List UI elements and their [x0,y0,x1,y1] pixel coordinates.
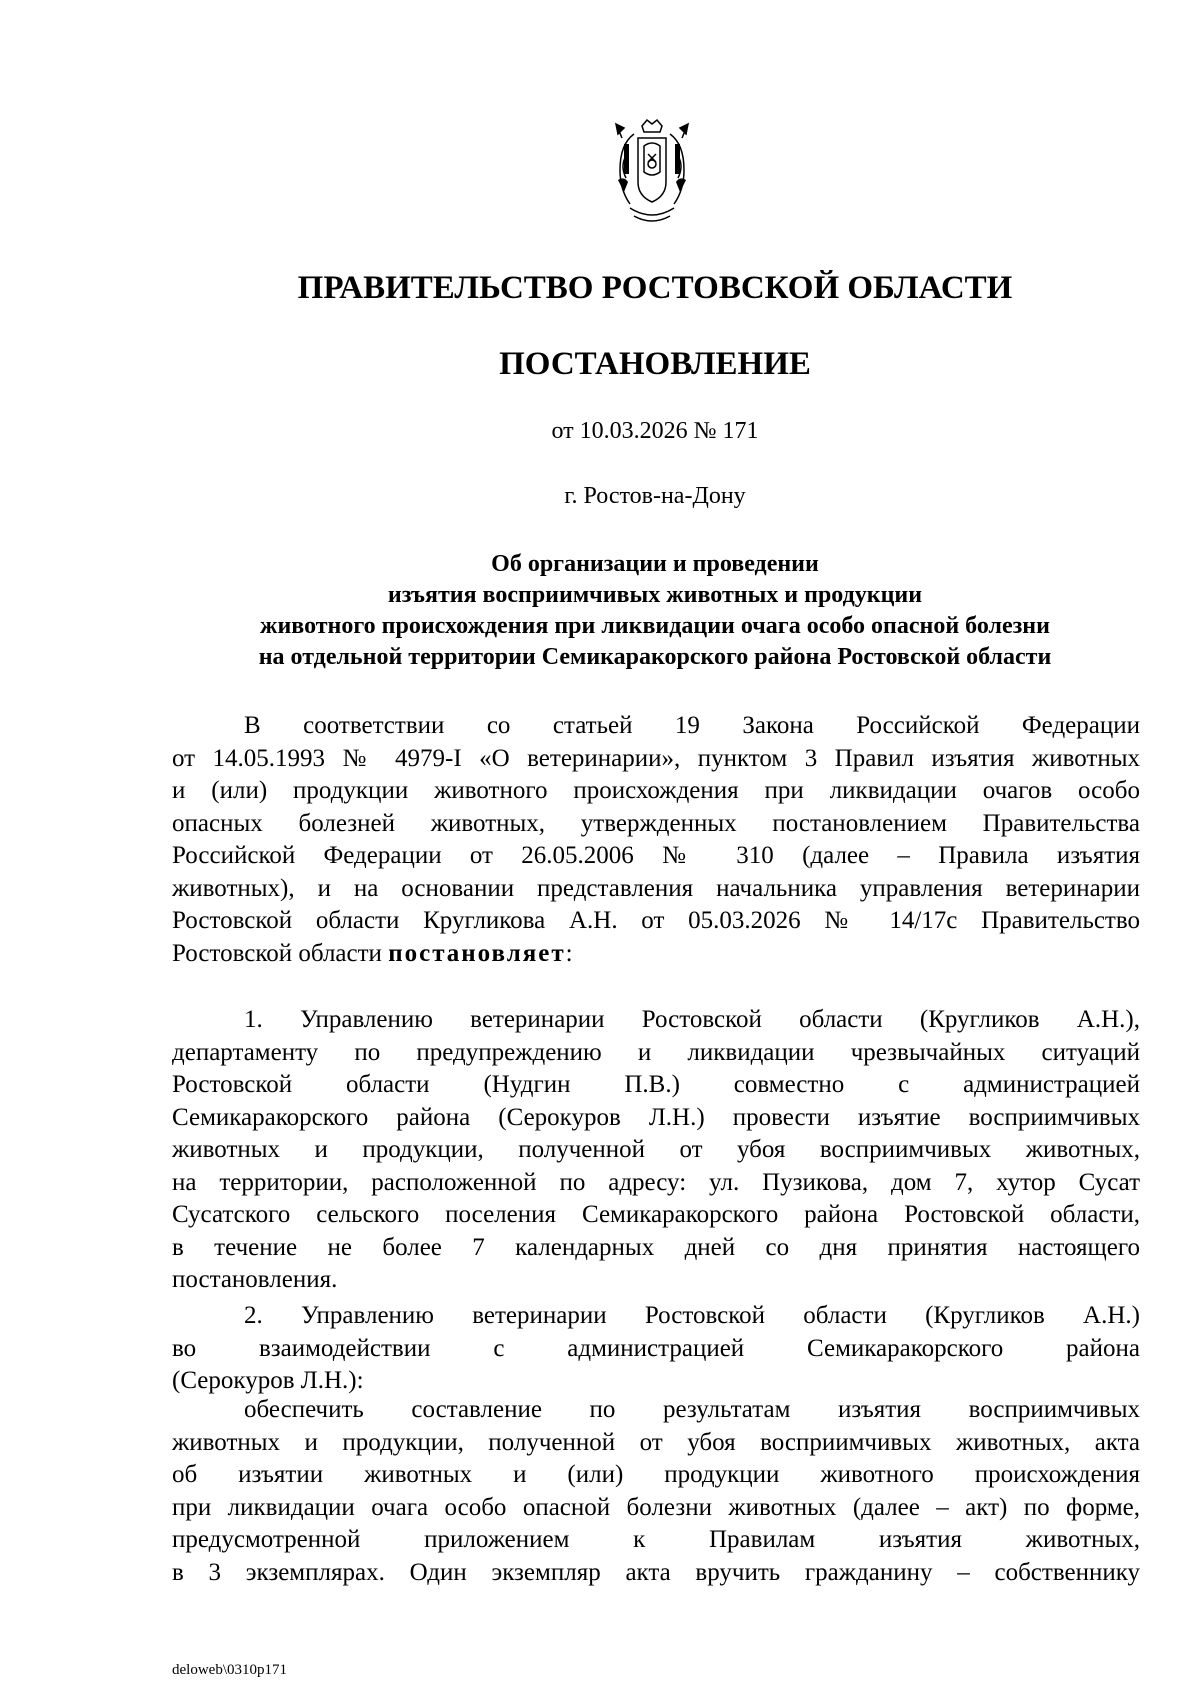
text-line: (Серокуров Л.Н.): [172,1367,364,1394]
organization-name: ПРАВИТЕЛЬСТВО РОСТОВСКОЙ ОБЛАСТИ [297,270,1013,306]
clause-2-subparagraph [172,1394,1140,1589]
text-line: Ростовской области Кругликова А.Н. от 05.03.2026 № 14/17с Правительство [172,907,1140,934]
text-line: в 3 экземплярах. Один экземпляр акта вручить гражданину – собственнику [172,1558,1140,1586]
clause-2 [172,1300,1140,1398]
text-line: В соответствии со статьей 19 Закона Российской Федерации [244,712,1140,739]
text-line: и (или) продукции животного происхождения при ликвидации очагов особо [172,777,1140,804]
text-line: при ликвидации очага особо опасной болезни животных (далее – акт) по форме, [172,1493,1140,1521]
document-type: ПОСТАНОВЛЕНИЕ [499,346,811,382]
document-file-reference: deloweb\0310p171 [172,1662,287,1678]
text-line: животных и продукции, полученной от убоя восприимчивых животных, [172,1136,1140,1163]
text-line: Сусатского сельского поселения Семикаракорского района Ростовской области, [172,1201,1140,1228]
text-line: животных и продукции, полученной от убоя восприимчивых животных, акта [172,1428,1140,1456]
document-title [170,549,1140,673]
title-line: животного происхождения при ликвидации очага особо опасной болезни [260,613,1050,639]
city-line: г. Ростов-на-Дону [564,483,746,509]
text-line: 1. Управлению ветеринарии Ростовской области (Кругликов А.Н.), [244,1006,1140,1033]
text-line: 2. Управлению ветеринарии Ростовской области (Кругликов А.Н.) [244,1302,1140,1329]
text-line: департаменту по предупреждению и ликвидации чрезвычайных ситуаций [172,1038,1140,1066]
resolves-keyword: постановляет [388,939,566,967]
title-line: изъятия восприимчивых животных и продукции [387,582,923,608]
title-line: Об организации и проведении [491,551,819,577]
text-line: во взаимодействии с администрацией Семикаракорского района [172,1334,1140,1362]
preamble-paragraph [172,710,1140,970]
text-line: на территории, расположенной по адресу: ул. Пузикова, дом 7, хутор Сусат [172,1168,1140,1196]
text-line: опасных болезней животных, утвержденных постановлением Правительства [172,809,1140,837]
text-line: Российской Федерации от 26.05.2006 № 310 (далее – Правила изъятия [172,842,1140,869]
title-line: на отдельной территории Семикаракорского района Ростовской области [258,644,1052,670]
coat-of-arms-emblem [604,116,700,236]
clause-1 [172,1004,1140,1297]
text-fragment: Ростовской области [172,939,389,967]
text-line: Семикаракорского района (Серокуров Л.Н.) провести изъятие восприимчивых [172,1103,1140,1131]
text-line: об изъятии животных и (или) продукции животного происхождения [172,1461,1140,1488]
date-and-number: от 10.03.2026 № 171 [551,418,759,444]
text-line: Ростовской области (Нудгин П.В.) совместно с администрацией [172,1071,1140,1098]
text-line: постановления. [172,1266,338,1293]
text-line: предусмотренной приложением к Правилам изъятия животных, [172,1526,1140,1553]
text-line: от 14.05.1993 № 4979-I «О ветеринарии», пунктом 3 Правил изъятия животных [172,744,1140,772]
text-fragment: : [565,939,573,967]
text-line: в течение не более 7 календарных дней со дня принятия настоящего [172,1233,1140,1261]
text-line: обеспечить составление по результатам изъятия восприимчивых [244,1396,1140,1423]
text-line: животных), и на основании представления начальника управления ветеринарии [172,874,1140,902]
text-line [172,938,1140,971]
